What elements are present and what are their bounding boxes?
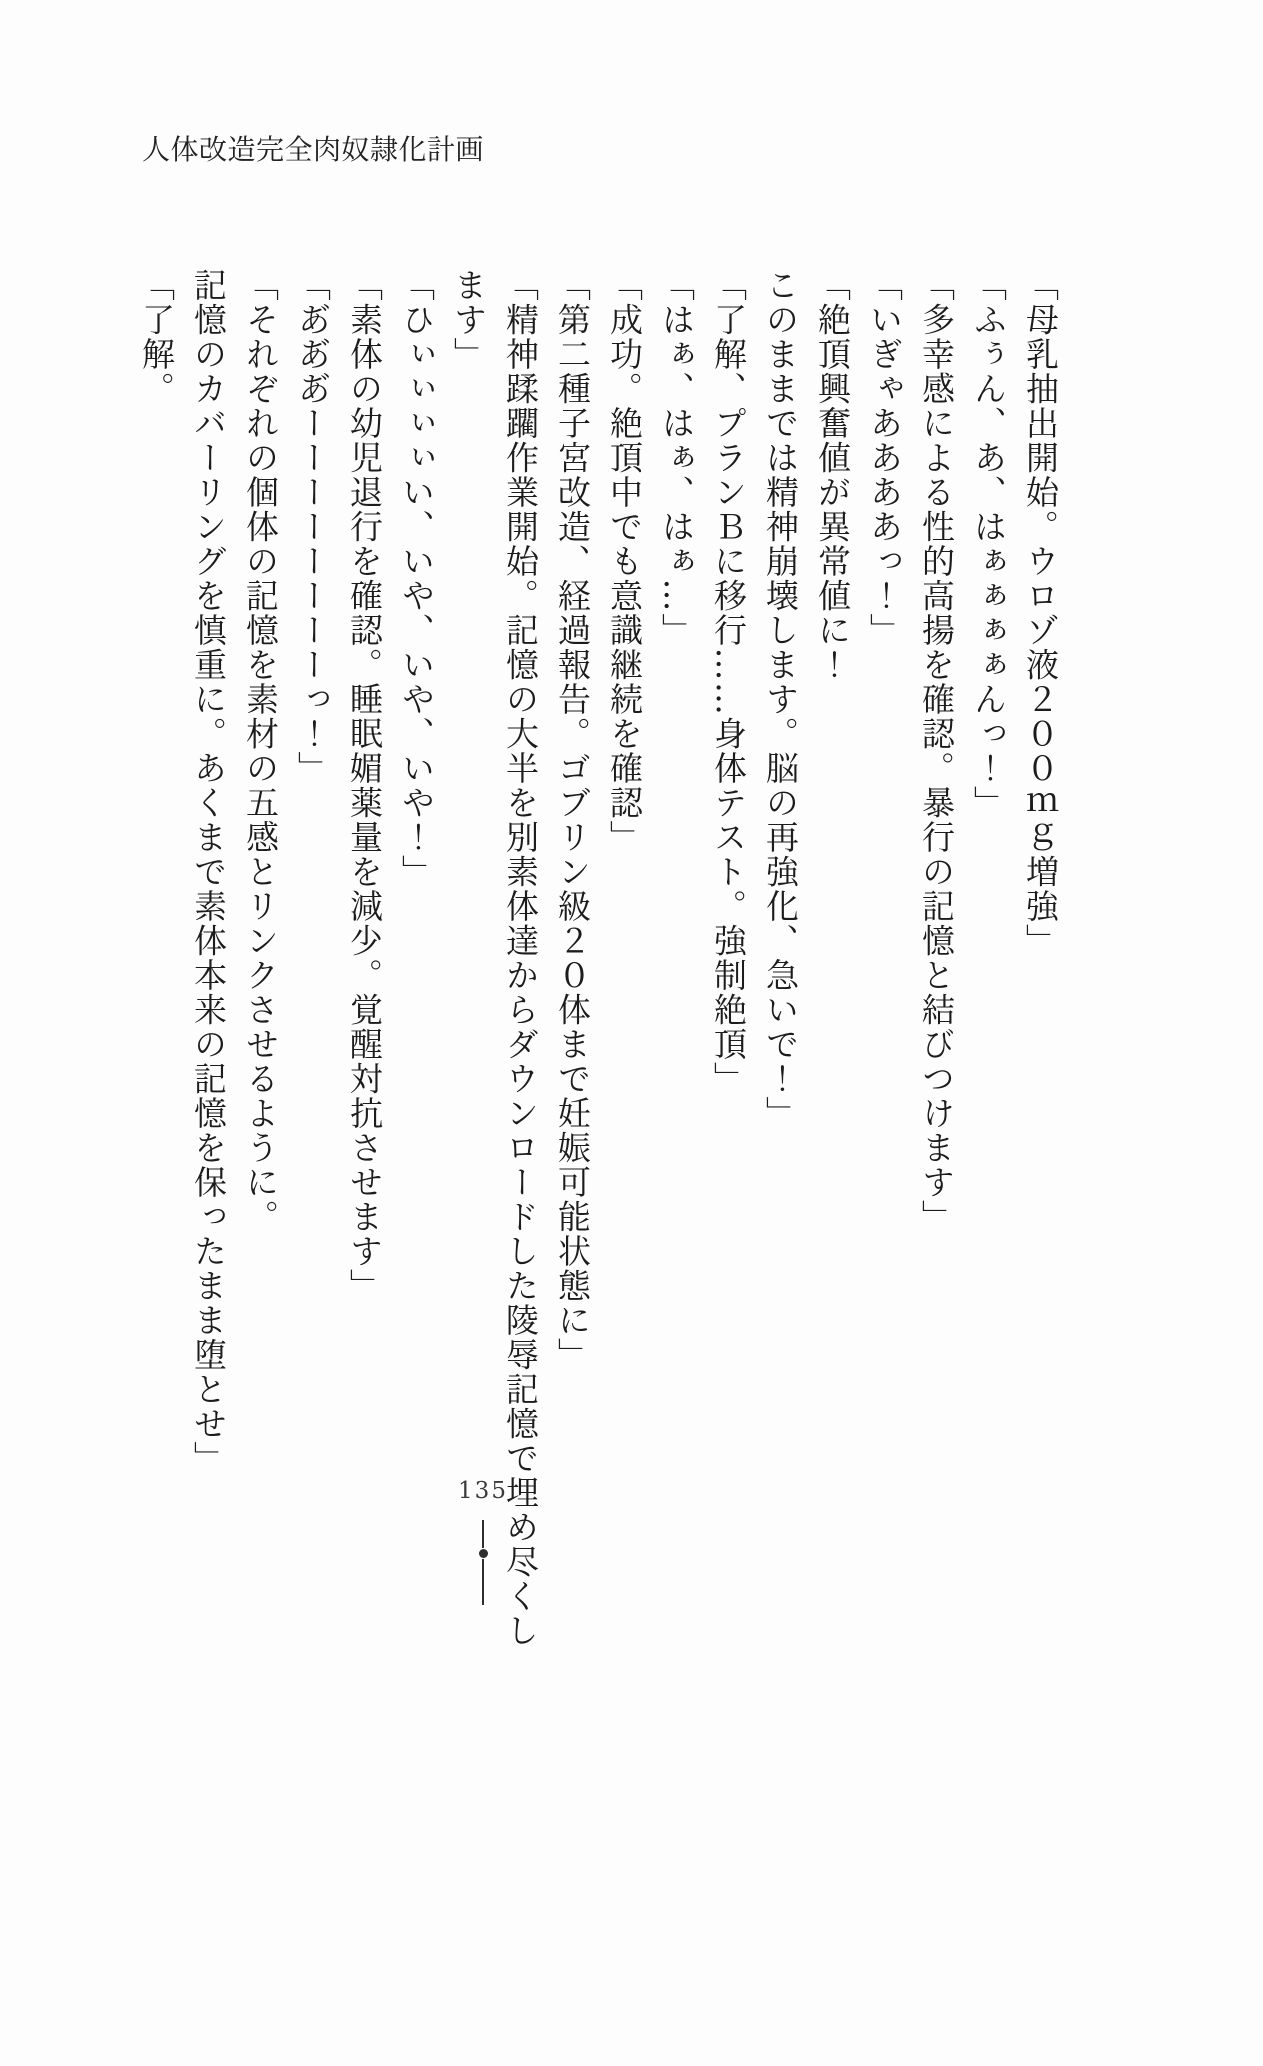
- ornament-line-bottom: [482, 1559, 484, 1605]
- page-number: 135: [458, 1478, 508, 1504]
- running-header-title: 人体改造完全肉奴隷化計画: [142, 133, 485, 166]
- vertical-text-block: [130, 268, 1066, 1668]
- text-column: 「了解。: [137, 268, 176, 406]
- ornament-dot: [479, 1549, 488, 1558]
- text-column: 「了解、プランＢに移行……身体テスト。強制絶頂」: [709, 268, 748, 1096]
- text-column: 記憶のカバーリングを慎重に。あくまで素体本来の記憶を保ったまま堕とせ」: [189, 268, 228, 1476]
- text-column: 「第二種子宮改造、経過報告。ゴブリン級２０体まで妊娠可能状態に」: [553, 268, 592, 1372]
- text-column: 「成功。絶頂中でも意識継続を確認」: [605, 268, 644, 855]
- text-column: 「それぞれの個体の記憶を素材の五感とリンクさせるように。: [241, 268, 280, 1234]
- page-marker-ornament-icon: [477, 1520, 489, 1605]
- text-column: 「あ゙あ゙あ゙ーーーーーーーーっ！」: [293, 268, 332, 786]
- text-column: 「精神蹂躙作業開始。記憶の大半を別素体達からダウンロードした陵辱記憶で埋め尽くし: [501, 268, 540, 1648]
- text-column: 「母乳抽出開始。ウロゾ液２００ｍｇ増強」: [1021, 268, 1060, 958]
- text-column: 「ひぃぃぃぃい、いや、いや、いや！」: [397, 268, 436, 889]
- text-column: ます」: [449, 268, 488, 372]
- text-column: 「素体の幼児退行を確認。睡眠媚薬量を減少。覚醒対抗させます」: [345, 268, 384, 1303]
- text-column: 「多幸感による性的高揚を確認。暴行の記憶と結びつけます」: [917, 268, 956, 1234]
- text-column: このままでは精神崩壊します。脳の再強化、急いで！」: [761, 268, 800, 1131]
- text-column: 「はぁ、はぁ、はぁ…」: [657, 268, 696, 648]
- text-column: 「いぎゃああああっ！」: [865, 268, 904, 648]
- text-column: 「ふぅん、あ、はぁぁぁぁんっ！」: [969, 268, 1008, 820]
- text-column: 「絶頂興奮値が異常値に！: [813, 268, 852, 682]
- ornament-line-top: [482, 1520, 484, 1548]
